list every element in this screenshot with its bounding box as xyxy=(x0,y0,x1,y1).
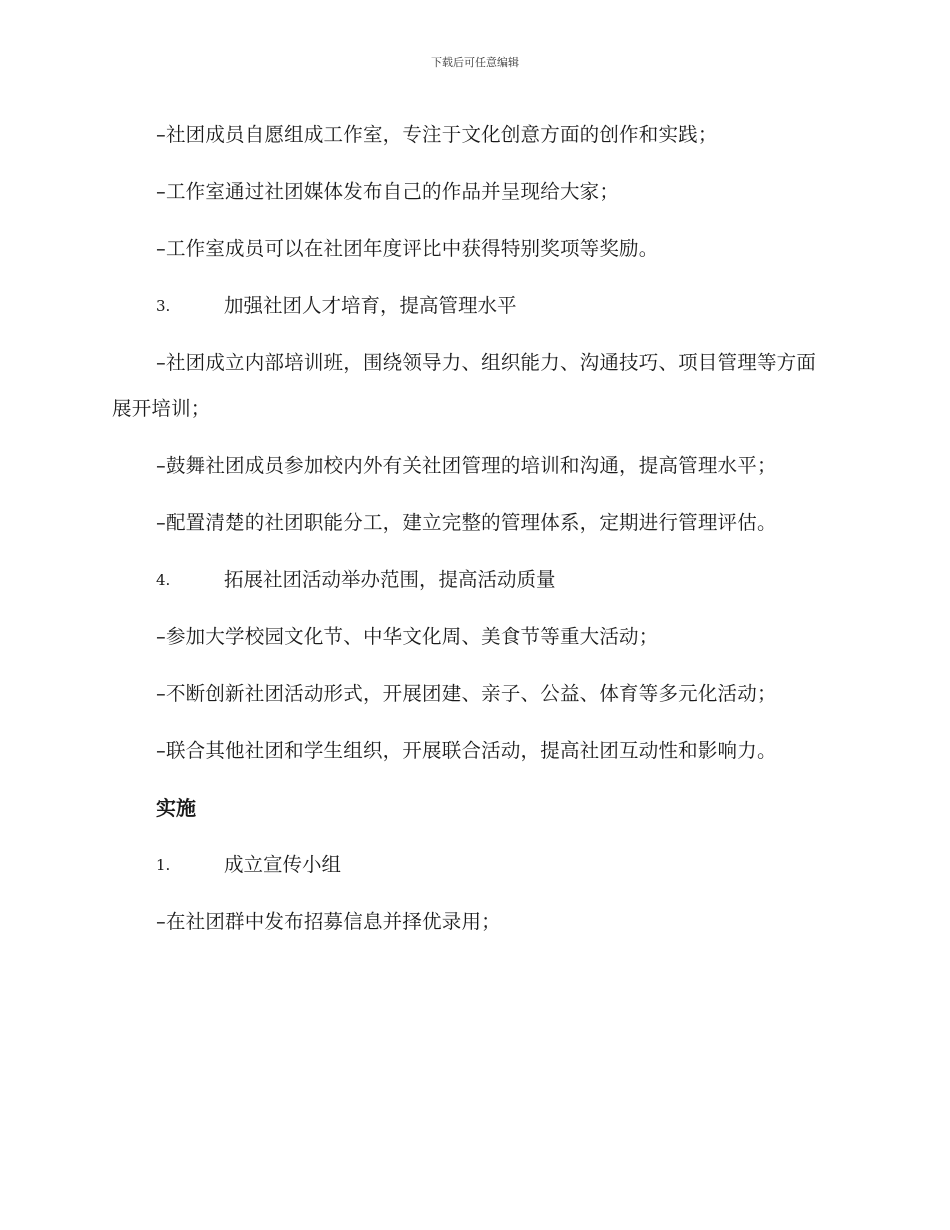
bullet-paragraph: –不断创新社团活动形式，开展团建、亲子、公益、体育等多元化活动； xyxy=(156,682,777,705)
item-number: 1. xyxy=(156,856,171,874)
bullet-paragraph: –联合其他社团和学生组织，开展联合活动，提高社团互动性和影响力。 xyxy=(156,739,777,762)
item-title: 拓展社团活动举办范围，提高活动质量 xyxy=(224,568,556,591)
bullet-paragraph: –在社团群中发布招募信息并择优录用； xyxy=(156,910,501,933)
bullet-paragraph: –配置清楚的社团职能分工，建立完整的管理体系，定期进行管理评估。 xyxy=(156,511,777,534)
bullet-paragraph: –社团成立内部培训班，围绕领导力、组织能力、沟通技巧、项目管理等方面展开培训； xyxy=(112,351,817,420)
document-body xyxy=(112,112,832,956)
item-title: 成立宣传小组 xyxy=(224,853,342,876)
item-number: 3. xyxy=(156,297,171,315)
page-header: 下载后可任意编辑 xyxy=(431,56,519,69)
bullet-paragraph: –社团成员自愿组成工作室，专注于文化创意方面的创作和实践； xyxy=(156,123,718,146)
numbered-item xyxy=(112,557,832,603)
item-title: 加强社团人才培育，提高管理水平 xyxy=(224,294,517,317)
numbered-item xyxy=(112,842,832,888)
numbered-item xyxy=(112,283,832,329)
bullet-paragraph: –鼓舞社团成员参加校内外有关社团管理的培训和沟通，提高管理水平； xyxy=(156,454,777,477)
section-heading: 实施 xyxy=(156,796,196,820)
bullet-paragraph: –工作室通过社团媒体发布自己的作品并呈现给大家； xyxy=(156,180,620,203)
bullet-paragraph: –参加大学校园文化节、中华文化周、美食节等重大活动； xyxy=(156,625,659,648)
item-number: 4. xyxy=(156,571,171,589)
bullet-paragraph: –工作室成员可以在社团年度评比中获得特别奖项等奖励。 xyxy=(156,237,659,260)
